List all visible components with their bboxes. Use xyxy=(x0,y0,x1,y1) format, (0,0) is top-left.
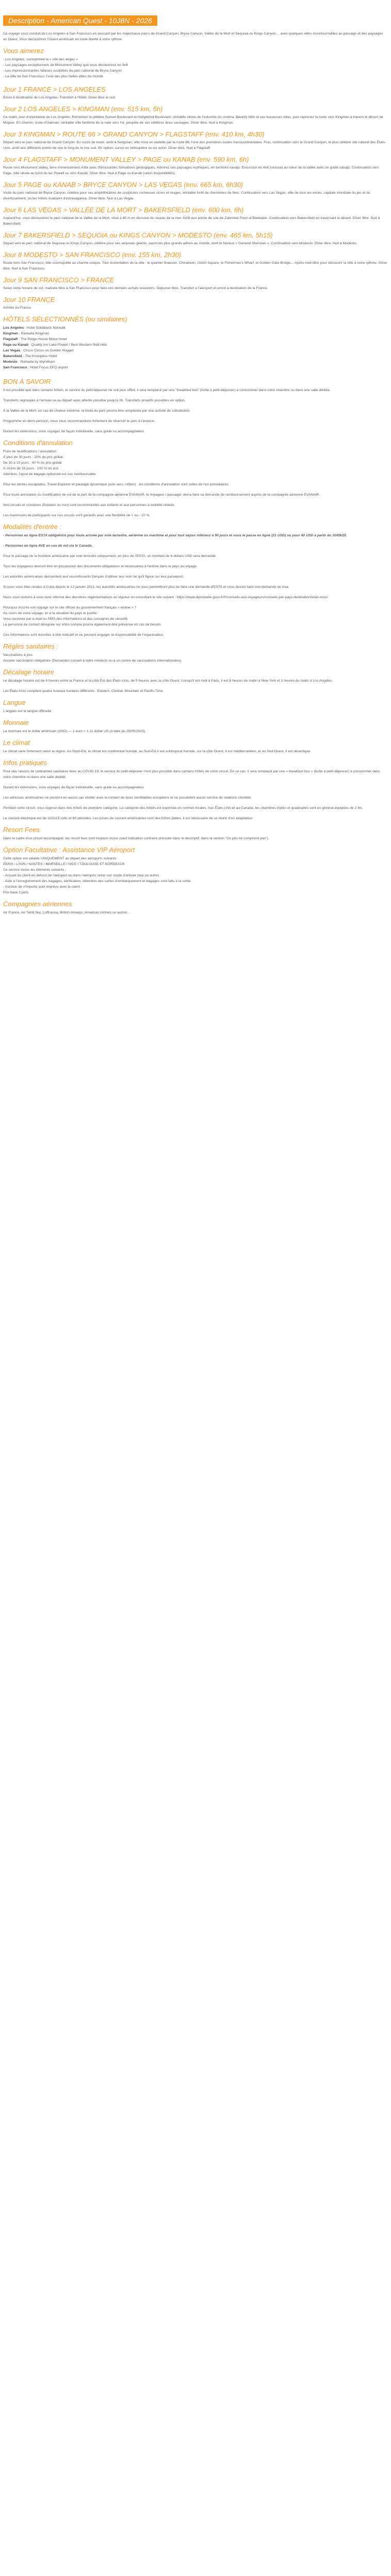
highlights-list xyxy=(3,57,388,79)
good-to-know-title: BON À SAVOIR xyxy=(3,378,51,385)
practical-title: Infos pratiques xyxy=(3,759,47,767)
practical-text: Les adresses américaines ne peuvent en aucun cas résilier avec le contact de leurs semblables européens et ne possèdent aucun service de relations clientèle. xyxy=(3,796,252,800)
hotel-name: The Hourglass Hotel xyxy=(25,354,57,358)
health-line: Vaccinations à jour. xyxy=(3,653,34,657)
hotel-name: Ramada Kingman xyxy=(21,332,50,335)
hotel-city: San Francisco xyxy=(3,366,27,369)
hotel-name: Hotel Solidblack Norwalk xyxy=(26,326,66,330)
airlines-title: Compagnies aériennes xyxy=(3,900,72,908)
hotel-name: Circus Circus ou Golden Nugget xyxy=(23,349,74,352)
day-text: Route vers San Francisco, ville cosmopolite au charme unique. Tour d'orientation de la ville : le quartier financier, Chinatown, Union Square, le Fisherman's Wharf, le Golden Gate Bridge… Après-midi libre pour découvrir la ville à votre rythme. Dîner libre. Nuit à San Francisco. xyxy=(3,261,387,270)
vip-line: PARIS / LYON / NANTES / MARSEILLE / NICE / TOULOUSE ET BORDEAUX xyxy=(3,862,125,866)
day-title: Jour 6 LAS VEGAS > VALLÉE DE LA MORT > BAKERSFIELD (env. 600 km, 6h) xyxy=(3,206,244,214)
language-text: L'anglais est la langue officielle xyxy=(3,709,52,713)
hotel-name: Quality Inn Lake Powell / Best Western Red Hills xyxy=(31,343,107,347)
good-text: Transferts regroupés à l'arrivée ou au départ avec attente possible jusqu'à 2h. Transferts privatifs possibles en option. xyxy=(3,399,186,402)
hotel-name: Ramada by Wyndham xyxy=(20,360,55,364)
day-text: Route vers Monument Valley, terre immensément riche avec d'étonnantes formations géologiques. Admirez ces paysages mythiques, en territoire navajo. Excursion en 4x4 (incluse) au cœur de la vallée avec un guide navajo. Continuation vers Page, ville située au bord du lac Powell ou vers Kanab. Dîner libre. Nuit à Page ou Kanab (selon disponibilités). xyxy=(3,166,379,175)
formalities-text: Si vous vous êtes rendus à Cuba depuis le 12 janvier 2021, les autorités américaines ne vous permettront plus de faire une demande d'ESTA et vous devrez faire une demande de visa. xyxy=(3,585,289,589)
cancel-text: Nos circuits et croisières (fluviales ou non) sont recommandés aux enfants et aux personnes à mobilité réduite. xyxy=(3,503,175,507)
hotel-name: The Ridge House Motor Hotel xyxy=(20,337,67,341)
formalities-line: La personne de contact désignée sur votre compte pourra également être prévenue en cas de besoin. xyxy=(3,623,162,626)
good-text: Durant les extensions, vous voyagez de façon individuelle, sans guide ou accompagnateur. xyxy=(3,430,145,433)
day-title: Jour 3 KINGMAN > ROUTE 66 > GRAND CANYON > FLAGSTAFF (env. 410 km, 4h30) xyxy=(3,130,265,138)
day-title: Jour 7 BAKERSFIELD > SEQUOIA ou KINGS CANYON > MODESTO (env. 465 km, 5h15) xyxy=(3,231,273,239)
day-2 xyxy=(3,105,388,126)
day-title: Jour 2 LOS ANGELES > KINGMAN (env. 515 km, 5h) xyxy=(3,105,163,113)
day-title: Jour 4 FLAGSTAFF > MONUMENT VALLEY > PAGE ou KANAB (env. 590 km, 6h) xyxy=(3,156,249,163)
climate-text: Le climat varie fortement selon la région. Au Nord-Est, le climat est continental humide, au Sud-Est il est subtropical humide, sur la côte Ouest, il est méditerranéen, et au Sud-Ouest, il est désertique. xyxy=(3,750,311,753)
page-container xyxy=(0,0,391,916)
time-text: Le décalage horaire est de 6 heures entre la France et la côte Est des États-Unis, de 9 heures avec la côte Ouest. Lorsqu'il est midi à Paris, il est 6 heures du matin à New York et 3 heures du matin à Los Angeles. xyxy=(3,679,333,683)
day-text: Visite du parc national de Bryce Canyon, célèbre pour ses amphithéâtres de sculptures rocheuses ocres et rouges, véritable forêt de cheminées de fées. Continuation vers Las Vegas, ville de tous les excès, capitale mondiale du jeu et du divertissement, où les hôtels rivalisent d'extravagance. Dîner libre. Nuit à Las Vegas. xyxy=(3,191,370,200)
formalities-text: Pour le passage de la frontière américaine par voie terrestre uniquement, en plus de l'ESTA, un montant de 6 dollars USD sera demandé. xyxy=(3,554,217,558)
day-title: Jour 1 FRANCE > LOS ANGELES xyxy=(3,86,106,93)
day-9 xyxy=(3,276,388,291)
day-title: Jour 8 MODESTO > SAN FRANCISCO (env. 155 km, 2h30) xyxy=(3,251,182,259)
formalities-line: Pourquoi inscrire son voyage sur le site officiel du gouvernement français « Ariane » ? xyxy=(3,606,137,609)
good-text: À la Vallée de la Mort, en cas de chaleur extrême, la visite du parc pourra être remplacée par une activité de substitution. xyxy=(3,409,191,413)
hotel-city: Page ou Kanab xyxy=(3,343,29,347)
hotel-item: Flagstaff : The Ridge House Motor Hotel xyxy=(3,337,67,341)
day-text: Départ vers le parc national de Sequoia ou Kings Canyon, célèbre pour ses séquoias géants, parmi les plus grands arbres au monde, dont le fameux « General Sherman ». Continuation vers Modesto. Dîner libre. Nuit à Modesto. xyxy=(3,242,357,245)
time-text: Les États-Unis comptent quatre fuseaux horaires différents : Eastern, Central, Mountain et Pacific Time. xyxy=(3,689,164,693)
day-1 xyxy=(3,86,388,100)
highlights-title: Vous aimerez xyxy=(3,47,44,55)
vip-line: Cette option est valable UNIQUEMENT au départ des aéroports suivants : xyxy=(3,857,119,860)
day-10 xyxy=(3,296,388,311)
formalities-title: Modalités d'entrée : xyxy=(3,523,62,531)
hotel-item: San Francisco : Hotel Focus SFO airport xyxy=(3,366,68,369)
day-8 xyxy=(3,251,388,272)
day-5 xyxy=(3,181,388,201)
hotel-city: Flagstaff xyxy=(3,337,18,341)
cancel-line: De 30 à 15 jours : 40 % du prix global xyxy=(3,461,62,465)
formalities-text: - Personnes en ligne ESTA obligatoire pour toute arrivée par voie terrestre, aérienne ou maritime et pour tout séjour inférieur à 90 jours et sous le passe en ligne (21 USD) ou pour 40 USD à partir du 30/09/25. xyxy=(3,534,347,537)
hotels-title: HÔTELS SÉLECTIONNÉS (ou similaires) xyxy=(3,315,127,323)
formalities-line: Vous recevrez par e-mail ou SMS des informations et des consignes de sécurité. xyxy=(3,617,128,621)
formalities-text: Les autorités américaines demandent aux ressortissants français d'utiliser leur nom tel qu'il figure sur leur passeport. xyxy=(3,575,184,579)
highlight-item: - Les impressionnantes falaises sculptées du parc national de Bryce Canyon xyxy=(3,69,122,73)
resort-fees-title: Resort Fees xyxy=(3,826,40,834)
resort-fees-text: Dans le cadre d'un circuit accompagné, les resort fees sont toujours inclus (sauf indication contraire précisée dans le descriptif, dans la section "Ce prix ne comprend pas"). xyxy=(3,837,269,840)
climate-title: Le climat xyxy=(3,739,30,747)
hotel-item: Modesto : Ramada by Wyndham xyxy=(3,360,55,364)
day-title: Jour 10 FRANCE xyxy=(3,296,55,303)
hotels-list xyxy=(3,325,388,370)
day-4 xyxy=(3,156,388,176)
cancel-title: Conditions d'annulation xyxy=(3,439,73,447)
day-title: Jour 9 SAN FRANCISCO > FRANCE xyxy=(3,276,114,284)
formalities-line: Au cours de votre voyage, et si la situation du pays le justifie : xyxy=(3,612,99,615)
language-title: Langue xyxy=(3,699,26,706)
highlight-item: - La ville de San Francisco, l'une des plus belles villes du monde xyxy=(3,75,103,78)
hotel-name: Hotel Focus SFO airport xyxy=(30,366,68,369)
vip-line: Prix base 2 pers xyxy=(3,891,29,894)
cancel-line: Attention, l'ajout de bagage optionnel est non remboursable. xyxy=(3,472,97,476)
time-title: Décalage horaire xyxy=(3,668,55,676)
vip-title: Option Facultative : Assistance VIP Aéroport xyxy=(3,846,135,854)
formalities-text: Ces informations sont données à titre indicatif et ne peuvent engager la responsabilité de l'organisateur. xyxy=(3,633,164,637)
day-3 xyxy=(3,130,388,151)
hotel-item: Page ou Kanab : Quality Inn Lake Powell / Best Western Red Hills xyxy=(3,343,107,347)
health-title: Règles sanitaires : xyxy=(3,642,58,650)
day-title: Jour 5 PAGE ou KANAB > BRYCE CANYON > LAS VEGAS (env. 665 km, 6h30) xyxy=(3,181,243,189)
airlines-text: Air France, Air Tahiti Nui, Lufthansa, British Airways, American Airlines ou autres… xyxy=(3,911,131,914)
hotel-city: Bakersfield xyxy=(3,354,22,358)
hotel-item: Bakersfield : The Hourglass Hotel xyxy=(3,354,57,358)
day-text: Arrivée en France. xyxy=(3,306,32,310)
health-line: Aucune vaccination obligatoire (Demandez conseil à votre médecin ou à un centre de vaccinations internationales). xyxy=(3,659,182,663)
highlight-item: - Les paysages exceptionnels de Monument Valley que vous découvrirez en 4x4 xyxy=(3,63,128,67)
vip-line: Ce service inclus les éléments suivants : xyxy=(3,868,67,872)
day-text: Envol à destination de Los Angeles. Transfert à l'hôtel. Dîner libre et nuit. xyxy=(3,96,116,99)
hotel-item: Las Vegas : Circus Circus ou Golden Nugget xyxy=(3,349,74,352)
hotel-item: Kingman : Ramada Kingman xyxy=(3,332,50,335)
practical-text: Durant les extensions, vous voyagez de façon individuelle, sans guide ou accompagnateur. xyxy=(3,786,145,789)
practical-text: Pendant votre circuit, vous logerez dans des hôtels de première catégorie. La catégorie des hôtels est exprimée en normes locales. Aux États-Unis et au Canada, les chambres triples et quadruples sont en général équipées de 2 lits. xyxy=(3,806,363,810)
day-text: Départ vers le parc national du Grand Canyon. En cours de route, arrêt à Seligman, ville mise en vedette par la route 66, l'une des premières routes transcontinentales. Puis, continuation vers le Grand Canyon, le plus célèbre site naturel des États-Unis, arrêt aux différents points de vue le long de la rive sud. En option, survol en hélicoptère ou en avion. Dîner libre. Nuit à Flagstaff. xyxy=(3,141,386,150)
hotel-item: Los Angeles : Hotel Solidblack Norwalk xyxy=(3,326,66,330)
cancel-text: Les maximums de participants sur nos circuits sont garantis avec une flexibilité de + ou - 10 %. xyxy=(3,514,151,517)
hotel-city: Los Angeles xyxy=(3,326,24,330)
cancel-text: Pour les ventes escapades, Travel Explorer et package dynamique (vols secs, hôtels) : les conditions d'annulation sont celles de nos prestataires. xyxy=(3,483,230,486)
formalities-text: - Personnes en ligne AVE en cas de vol via le Canada. xyxy=(3,544,93,548)
good-text: Programme en demi-pension, nous vous recommandons fortement de réserver le parc à l'avance. xyxy=(3,419,155,423)
formalities-text: Nous vous invitons à vous tenir informé des dernières réglementations en vigueur en consultant le site suivant : https://www.diplomatie.gouv.fr/fr/conseils-aux-voyageurs/conseils-par-pays-destination/etats-unis/ xyxy=(3,596,328,599)
vip-line: - Gestion de n'importe quel imprévu avec le client xyxy=(3,885,80,889)
day-text: Selon votre horaire de vol, matinée libre à San Francisco pour faire vos derniers achats souvenirs. Déjeuner libre. Transfert à l'aéroport et envol à destination de la France. xyxy=(3,286,268,290)
hotel-city: Modesto xyxy=(3,360,18,364)
practical-text: Le courant électrique est de 110/115 volts et 60 périodes. Les prises de courant américaines sont des fiches plates, il est nécessaire de se munir d'un adaptateur. xyxy=(3,817,254,820)
money-text: La monnaie est le dollar américain (USD) — 1 euro = 1.11 dollar US (à date du 25/05/2025). xyxy=(3,730,146,733)
money-title: Monnaie xyxy=(3,719,29,726)
practical-text: Pour des raisons de contraintes sanitaires liées au COVID-19, le service du petit-déjeuner n'est plus possible dans certains hôtels de votre circuit. En ce cas, il sera remplacé par une « breakfast box » (boîte à petit-déjeuner) à consommer dans votre chambre ou dans une salle dédiée. xyxy=(3,770,380,779)
cancel-line: À plus de 30 jours : 10% du prix global xyxy=(3,455,63,459)
formalities-text: Tous les voyageurs devront être en possession des documents obligatoires et nécessaires à l'entrée dans le pays au voyage. xyxy=(3,565,198,568)
hotel-city: Kingman xyxy=(3,332,19,335)
page-banner: Description - American Quest - 10J8N - 2026 xyxy=(3,15,157,26)
cancel-line: Frais de modifications / annulation : xyxy=(3,450,58,453)
intro-text: Ce voyage vous conduit de Los Angeles à San Francisco en passant par les majestueux parcs de Grand Canyon, Bryce Canyon, Vallée de la Mort et Sequoia ou Kings Canyon… avec quelques villes incontournables au passage et des paysages en Ouest. Vous découvrirez l'Ouest américain en toute liberté à votre rythme. xyxy=(3,32,383,41)
cancel-text: Pour toute annulation ou modification de vol de la part de la compagnie aérienne EVANAIR, le voyageur / passager devra faire sa demande de remboursement auprès de la compagnie aérienne EVANAIR. xyxy=(3,493,320,497)
day-6 xyxy=(3,206,388,227)
good-text: Il est possible que dans certains hôtels, le service du petit-déjeuner ne soit plus offert, il sera remplacé par une "breakfast box" (boîte à petit-déjeuner) à consommer dans votre chambre ou dans une salle dédiée. xyxy=(3,388,331,392)
hotel-city: Las Vegas xyxy=(3,349,21,352)
day-text: Ce matin, tour d'orientation de Los Angeles. Remontez la célèbre Sunset Boulevard et Hollywood Boulevard, véritable vitrine de l'industrie du cinéma, Beverly Hills et ses luxueuses villas, puis reprenez la route vers Kingman à travers le désert de Mojave. En chemin, visite d'Oatman, véritable ville fantôme de la ruée vers l'or, peuplée de ses célèbres ânes sauvages. Dîner libre. Nuit à Kingman. xyxy=(3,115,383,125)
vip-line: - Aide à l'enregistrement des bagages, vérification, obtention des cartes d'embarquement et bagages sont faits à la sortie xyxy=(3,879,191,883)
vip-line: - Accueil du client en dehors de l'aéroport ou dans l'aéroport selon son mode d'arrivée (taxi ou autre) xyxy=(3,874,159,877)
highlight-item: - Los Angeles, surnommée la « cité des anges » xyxy=(3,58,78,61)
day-7 xyxy=(3,231,388,246)
day-text: Aujourd'hui, vous découvrirez le parc national de la Vallée de la Mort, situé à 80 m en dessous du niveau de la mer. Arrêt aux points de vue de Zabriskie Point et Badwater. Continuation vers Bakersfield en traversant le désert. Dîner libre. Nuit à Bakersfield. xyxy=(3,216,380,226)
cancel-line: À moins de 15 jours : 100 % du prix xyxy=(3,467,59,470)
